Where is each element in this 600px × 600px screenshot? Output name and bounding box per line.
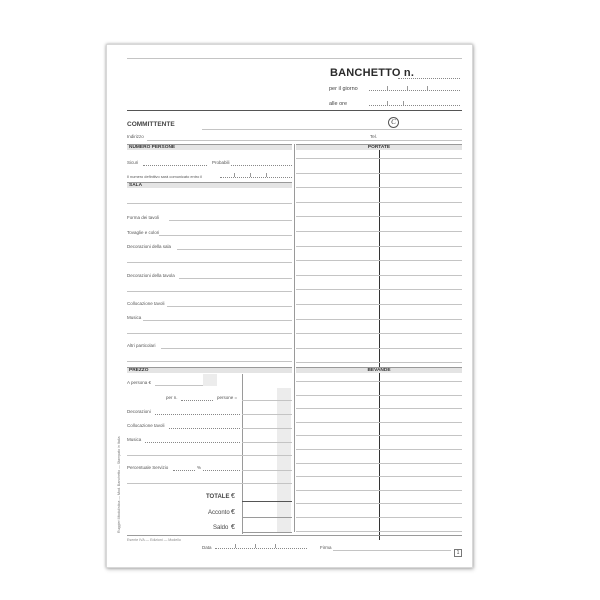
tel-label: Tel. xyxy=(370,134,378,139)
portate-line[interactable] xyxy=(296,333,462,334)
portate-header: PORTATE xyxy=(296,144,462,150)
altri-particolari-line-2[interactable] xyxy=(127,361,292,362)
portate-line[interactable] xyxy=(296,275,462,276)
form-title: BANCHETTO n. xyxy=(330,67,415,79)
page-number: 1 xyxy=(454,549,462,557)
data-definitiva-field[interactable] xyxy=(220,173,292,178)
side-print: Ruggieri Modulistica — Mod. Banchetto — Stampato in Italia xyxy=(117,436,121,533)
musica-line[interactable] xyxy=(143,320,292,321)
portate-line[interactable] xyxy=(296,231,462,232)
committente-line[interactable] xyxy=(202,129,462,130)
forma-tavoli-line[interactable] xyxy=(169,220,292,221)
numero-persone-header: NUMERO PERSONE xyxy=(127,144,292,150)
per-n-field[interactable] xyxy=(181,400,213,401)
bevande-line[interactable] xyxy=(296,408,462,409)
percentuale-field[interactable] xyxy=(173,470,195,471)
totale-euro: € xyxy=(231,493,235,500)
edition-note: Esente IVA — Edizioni — Modello xyxy=(127,538,181,542)
portate-line[interactable] xyxy=(296,289,462,290)
bevande-line[interactable] xyxy=(296,531,462,532)
musica-price-label: Musica xyxy=(127,437,142,442)
decorazioni-tavola-line-2[interactable] xyxy=(127,291,292,292)
portate-line[interactable] xyxy=(296,158,462,159)
brand-logo-icon: C xyxy=(388,117,399,128)
percentuale-dots xyxy=(203,470,240,471)
alle-ore-label: alle ore xyxy=(329,101,348,107)
footer-rule xyxy=(127,535,462,536)
bevande-line[interactable] xyxy=(296,395,462,396)
data-field[interactable] xyxy=(215,544,307,549)
decorazioni-dots xyxy=(155,414,240,415)
musica-label: Musica xyxy=(127,315,142,320)
portate-line[interactable] xyxy=(296,202,462,203)
header-divider xyxy=(127,110,462,111)
portate-line[interactable] xyxy=(296,173,462,174)
tovaglie-label: Tovaglie e colori xyxy=(127,230,160,235)
persone-label: persone = xyxy=(217,395,238,400)
forma-tavoli-label: Forma dei tavoli xyxy=(127,215,160,220)
bevande-line[interactable] xyxy=(296,449,462,450)
indirizzo-label: Indirizzo xyxy=(127,134,144,139)
committente-label: COMMITTENTE xyxy=(127,121,175,128)
portate-line[interactable] xyxy=(296,216,462,217)
musica-dots xyxy=(145,442,240,443)
prezzo-sub-line-2 xyxy=(127,483,292,484)
decorazioni-tavola-label: Decorazioni della tavola xyxy=(127,273,175,278)
prezzo-header: PREZZO xyxy=(127,367,292,373)
portate-line[interactable] xyxy=(296,187,462,188)
bevande-line[interactable] xyxy=(296,381,462,382)
probabili-field[interactable] xyxy=(231,165,292,166)
alle-ore-field[interactable] xyxy=(369,101,460,106)
top-rule xyxy=(127,58,462,59)
portate-line[interactable] xyxy=(296,362,462,363)
bevande-line[interactable] xyxy=(296,517,462,518)
importi-shade xyxy=(277,388,291,533)
portate-divider xyxy=(379,150,380,540)
sicuri-label: Sicuri xyxy=(127,160,139,165)
persone-total-line[interactable] xyxy=(242,400,292,401)
portate-line[interactable] xyxy=(296,304,462,305)
bevande-line[interactable] xyxy=(296,422,462,423)
tovaglie-line[interactable] xyxy=(159,235,292,236)
probabili-label: Probabili xyxy=(212,160,230,165)
data-label: Data xyxy=(202,545,212,550)
saldo-label: Saldo xyxy=(213,525,229,531)
prezzo-sub-line xyxy=(127,455,292,456)
saldo-line[interactable] xyxy=(242,532,292,533)
bevande-line[interactable] xyxy=(296,463,462,464)
decorazioni-price-line[interactable] xyxy=(242,414,292,415)
sala-header: SALA xyxy=(127,182,292,188)
collocazione-price-label: Collocazione tavoli xyxy=(127,423,165,428)
bevande-line[interactable] xyxy=(296,435,462,436)
saldo-euro: € xyxy=(231,524,235,531)
decorazioni-price-label: Decorazioni xyxy=(127,409,151,414)
collocazione-line[interactable] xyxy=(167,306,292,307)
portate-line[interactable] xyxy=(296,260,462,261)
percentuale-label: Percentuale Servizio xyxy=(127,465,169,470)
column-divider xyxy=(294,144,295,532)
importi-left-rule xyxy=(242,374,243,534)
musica-price-line[interactable] xyxy=(242,442,292,443)
a-persona-line[interactable] xyxy=(155,385,203,386)
acconto-euro: € xyxy=(231,509,235,516)
per-giorno-field[interactable] xyxy=(369,86,460,91)
collocazione-price-line[interactable] xyxy=(242,428,292,429)
percentuale-price-line[interactable] xyxy=(242,470,292,471)
totale-label: TOTALE xyxy=(206,494,230,500)
portate-line[interactable] xyxy=(296,319,462,320)
firma-label: Firma xyxy=(320,545,332,550)
collocazione-label: Collocazione tavoli xyxy=(127,301,165,306)
decorazioni-sala-line[interactable] xyxy=(177,249,292,250)
invariato-label: Il numero definitivo sarà comunicato entro il xyxy=(127,174,203,179)
per-giorno-label: per il giorno xyxy=(329,86,358,92)
sicuri-field[interactable] xyxy=(143,165,207,166)
per-n-label: per n. xyxy=(166,395,178,400)
acconto-line[interactable] xyxy=(242,517,292,518)
prezzo-shade xyxy=(203,374,217,386)
percent-sign: % xyxy=(197,465,202,470)
bevande-line[interactable] xyxy=(296,476,462,477)
sala-line[interactable] xyxy=(127,203,292,204)
decorazioni-sala-label: Decorazioni della sala xyxy=(127,244,172,249)
banchetto-number-field[interactable] xyxy=(398,78,460,79)
collocazione-dots xyxy=(169,428,240,429)
portate-line[interactable] xyxy=(296,246,462,247)
totale-line[interactable] xyxy=(242,501,292,502)
a-persona-label: A persona € xyxy=(127,380,152,385)
indirizzo-line[interactable] xyxy=(147,140,462,141)
firma-line[interactable] xyxy=(333,550,451,551)
musica-line-2[interactable] xyxy=(127,333,292,334)
acconto-label: Acconto xyxy=(208,510,230,516)
bevande-header: BEVANDE xyxy=(296,367,462,373)
decorazioni-sala-line-2[interactable] xyxy=(127,262,292,263)
bevande-line[interactable] xyxy=(296,503,462,504)
portate-line[interactable] xyxy=(296,348,462,349)
banquet-order-form xyxy=(106,44,473,568)
altri-particolari-line[interactable] xyxy=(161,348,292,349)
bevande-line[interactable] xyxy=(296,490,462,491)
decorazioni-tavola-line[interactable] xyxy=(179,278,292,279)
altri-particolari-label: Altri particolari xyxy=(127,343,156,348)
